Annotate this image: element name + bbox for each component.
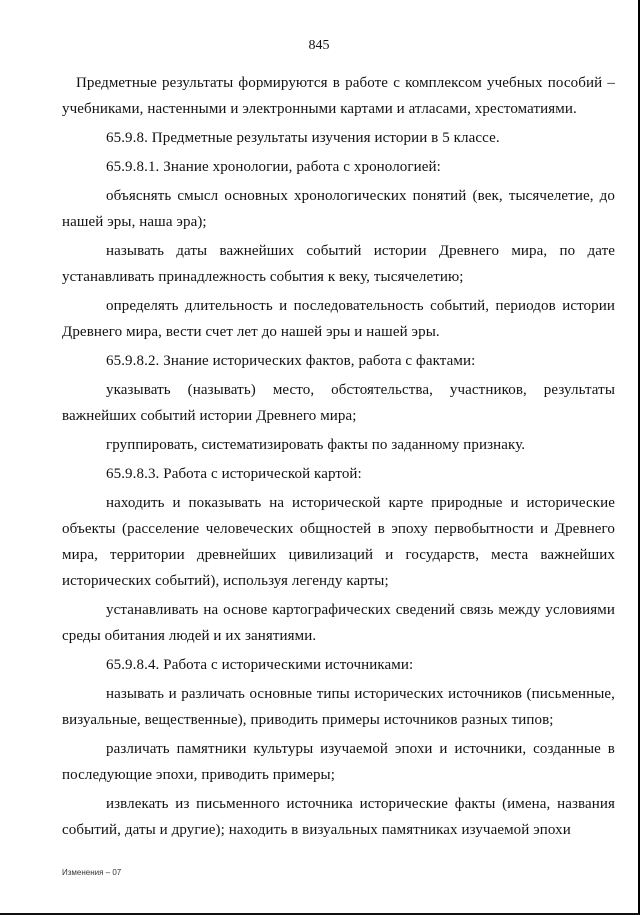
paragraph: устанавливать на основе картографических сведений связь между условиями среды обитания людей и их занятиями. bbox=[62, 602, 615, 644]
paragraph: указывать (называть) место, обстоятельства, участников, результаты важнейших событий истории Древнего мира; bbox=[62, 382, 615, 424]
paragraph: называть даты важнейших событий истории Древнего мира, по дате устанавливать принадлежность события к веку, тысячелетию; bbox=[62, 243, 615, 285]
section-heading-65-9-8-1: 65.9.8.1. Знание хронологии, работа с хронологией: bbox=[106, 159, 441, 175]
paragraph: находить и показывать на исторической карте природные и исторические объекты (расселение человеческих общностей в эпоху первобытности и Древнего мира, территории древнейших цивилизаций и государств, места важнейших исторических событий), используя легенду карты; bbox=[62, 495, 615, 589]
paragraph: группировать, систематизировать факты по заданному признаку. bbox=[106, 437, 526, 453]
page-number: 845 bbox=[308, 38, 330, 53]
paragraph: называть и различать основные типы исторических источников (письменные, визуальные, вещественные), приводить примеры источников разных типов; bbox=[62, 686, 615, 728]
section-heading-65-9-8-3: 65.9.8.3. Работа с исторической картой: bbox=[106, 466, 362, 482]
body-text bbox=[62, 70, 615, 846]
paragraph: извлекать из письменного источника исторические факты (имена, названия событий, даты и другие); находить в визуальных памятниках изучаемой эпохи bbox=[62, 796, 615, 838]
paragraph: различать памятники культуры изучаемой эпохи и источники, созданные в последующие эпохи, приводить примеры; bbox=[62, 741, 615, 783]
section-heading-65-9-8-2: 65.9.8.2. Знание исторических фактов, работа с фактами: bbox=[106, 353, 476, 369]
section-heading-65-9-8: 65.9.8. Предметные результаты изучения истории в 5 классе. bbox=[106, 130, 500, 146]
section-heading-65-9-8-4: 65.9.8.4. Работа с историческими источниками: bbox=[106, 657, 414, 673]
paragraph: определять длительность и последовательность событий, периодов истории Древнего мира, вести счет лет до нашей эры и нашей эры. bbox=[62, 298, 615, 340]
paragraph-intro: Предметные результаты формируются в работе с комплексом учебных пособий – учебниками, настенными и электронными картами и атласами, хрестоматиями. bbox=[62, 75, 615, 117]
footer-note: Изменения – 07 bbox=[62, 868, 122, 877]
paragraph: объяснять смысл основных хронологических понятий (век, тысячелетие, до нашей эры, наша эра); bbox=[62, 188, 615, 230]
